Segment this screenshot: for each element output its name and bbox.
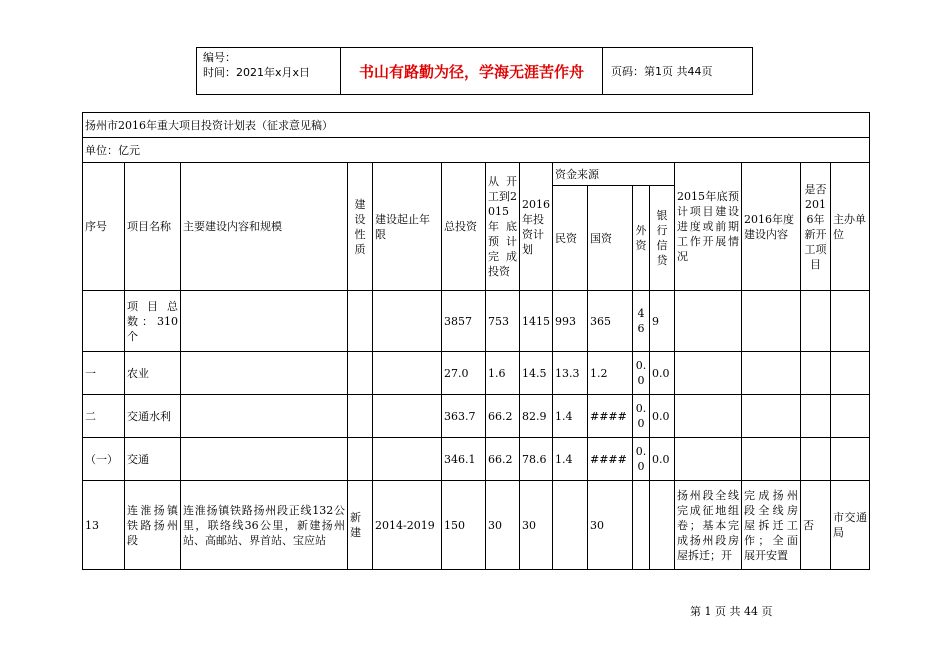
table-title: 扬州市2016年重大项目投资计划表（征求意见稿） (83, 113, 870, 138)
cell-foreign (633, 481, 650, 570)
time-label: 时间：2021年x月x日 (203, 66, 311, 79)
cell-content2016 (742, 352, 801, 395)
cell-period: 2014-2019 (373, 481, 442, 570)
cell-cumulative: 30 (486, 481, 520, 570)
cell-seq: 一 (83, 352, 125, 395)
cell-name: 连淮扬镇铁路扬州段 (125, 481, 181, 570)
cell-name: 项目总数：310个 (125, 291, 181, 352)
header-meta (197, 48, 341, 94)
cell-is-new (801, 438, 831, 481)
cell-cumulative: 1.6 (486, 352, 520, 395)
cell-private: 1.4 (553, 438, 588, 481)
header-progress2015: 2015年底预计项目建设进度或前期工作开展情况 (675, 163, 742, 291)
cell-bank: 0.0 (650, 352, 675, 395)
cell-nature (348, 352, 373, 395)
cell-cumulative: 753 (486, 291, 520, 352)
cell-private: 13.3 (553, 352, 588, 395)
header-total: 总投资 (442, 163, 486, 291)
cell-content2016 (742, 395, 801, 438)
cell-bank: 0.0 (650, 438, 675, 481)
cell-sponsor (831, 352, 870, 395)
cell-name: 交通 (125, 438, 181, 481)
header-content2016: 2016年度建设内容 (742, 163, 801, 291)
cell-private: 993 (553, 291, 588, 352)
cell-cumulative: 66.2 (486, 438, 520, 481)
cell-progress2015 (675, 291, 742, 352)
cell-state: #### (588, 438, 633, 481)
cell-content (181, 352, 348, 395)
header-bank: 银行信贷 (650, 186, 675, 291)
cell-content2016 (742, 291, 801, 352)
cell-content2016 (742, 438, 801, 481)
cell-total: 150 (442, 481, 486, 570)
cell-private: 1.4 (553, 395, 588, 438)
cell-state: 1.2 (588, 352, 633, 395)
cell-progress2015 (675, 438, 742, 481)
cell-sponsor: 市交通局 (831, 481, 870, 570)
cell-period (373, 438, 442, 481)
cell-total: 346.1 (442, 438, 486, 481)
cell-bank: 0.0 (650, 395, 675, 438)
cell-content (181, 395, 348, 438)
header-private: 民资 (553, 186, 588, 291)
cell-sponsor (831, 438, 870, 481)
cell-plan2016: 30 (520, 481, 553, 570)
header-plan2016: 2016年投资计划 (520, 163, 553, 291)
cell-seq: 二 (83, 395, 125, 438)
cell-foreign: 0.0 (633, 352, 650, 395)
table-row (83, 291, 870, 352)
cell-seq: （一） (83, 438, 125, 481)
cell-is-new (801, 395, 831, 438)
cell-cumulative: 66.2 (486, 395, 520, 438)
cell-nature (348, 395, 373, 438)
cell-plan2016: 82.9 (520, 395, 553, 438)
cell-state: 365 (588, 291, 633, 352)
cell-period (373, 352, 442, 395)
cell-progress2015: 扬州段全线完成征地组卷；基本完成扬州段房屋拆迁；开 (675, 481, 742, 570)
header-name: 项目名称 (125, 163, 181, 291)
page-footer: 第 1 页 共 44 页 (690, 605, 773, 618)
cell-bank: 9 (650, 291, 675, 352)
cell-name: 农业 (125, 352, 181, 395)
cell-plan2016: 14.5 (520, 352, 553, 395)
table-unit: 单位：亿元 (83, 138, 870, 163)
cell-progress2015 (675, 352, 742, 395)
cell-content (181, 291, 348, 352)
cell-state: #### (588, 395, 633, 438)
cell-name: 交通水利 (125, 395, 181, 438)
cell-content (181, 438, 348, 481)
header-page-label: 页码：第1页 共44页 (611, 65, 713, 78)
cell-bank (650, 481, 675, 570)
cell-plan2016: 1415 (520, 291, 553, 352)
cell-foreign: 0.0 (633, 438, 650, 481)
header-cumulative: 从开工到2015年底预计完成投资 (486, 163, 520, 291)
cell-sponsor (831, 291, 870, 352)
cell-seq (83, 291, 125, 352)
cell-total: 363.7 (442, 395, 486, 438)
number-label: 编号： (203, 51, 236, 64)
investment-plan-table (82, 112, 870, 570)
header-content: 主要建设内容和规模 (181, 163, 348, 291)
cell-content2016: 完成扬州段全线房屋拆迁工作；全面展开安置 (742, 481, 801, 570)
table-row (83, 481, 870, 570)
header-is-new: 是否2016年新开工项目 (801, 163, 831, 291)
cell-nature (348, 291, 373, 352)
table-row (83, 438, 870, 481)
cell-state: 30 (588, 481, 633, 570)
cell-total: 27.0 (442, 352, 486, 395)
cell-foreign: 0.0 (633, 395, 650, 438)
cell-progress2015 (675, 395, 742, 438)
document-header (196, 47, 753, 95)
header-period: 建设起止年限 (373, 163, 442, 291)
header-sponsor: 主办单位 (831, 163, 870, 291)
cell-is-new: 否 (801, 481, 831, 570)
cell-nature (348, 438, 373, 481)
header-nature: 建设性质 (348, 163, 373, 291)
cell-is-new (801, 352, 831, 395)
cell-period (373, 291, 442, 352)
cell-plan2016: 78.6 (520, 438, 553, 481)
cell-sponsor (831, 395, 870, 438)
cell-is-new (801, 291, 831, 352)
header-seq: 序号 (83, 163, 125, 291)
cell-total: 3857 (442, 291, 486, 352)
cell-seq: 13 (83, 481, 125, 570)
cell-foreign: 46 (633, 291, 650, 352)
header-motto: 书山有路勤为径，学海无涯苦作舟 (341, 48, 603, 94)
header-foreign: 外资 (633, 186, 650, 291)
cell-nature: 新建 (348, 481, 373, 570)
cell-period (373, 395, 442, 438)
cell-content: 连淮扬镇铁路扬州段正线132公里，联络线36公里，新建扬州站、高邮站、界首站、宝应站 (181, 481, 348, 570)
header-state: 国资 (588, 186, 633, 291)
header-funding: 资金来源 (553, 163, 675, 186)
cell-private (553, 481, 588, 570)
table-row (83, 352, 870, 395)
table-row (83, 395, 870, 438)
